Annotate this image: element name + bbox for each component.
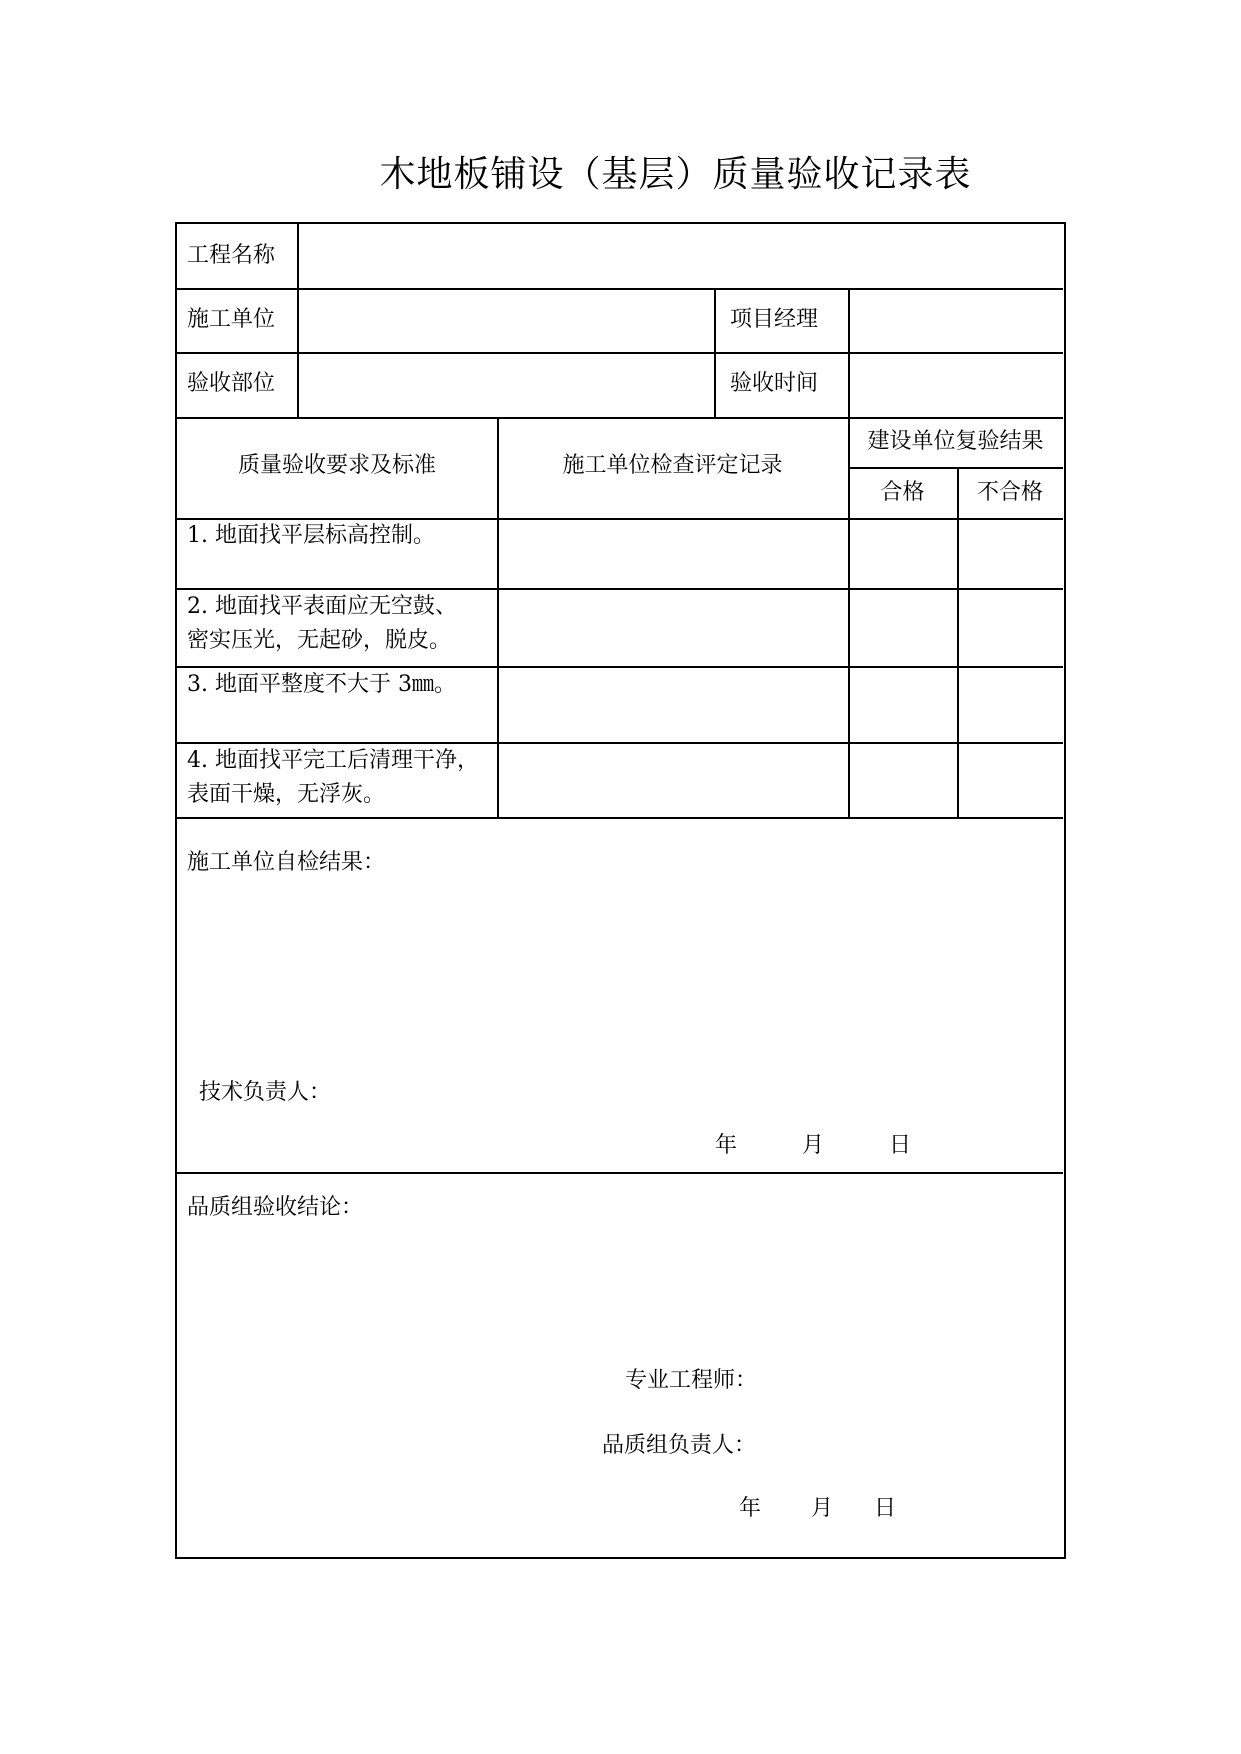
- row-divider: [848, 467, 1063, 469]
- row-divider: [177, 817, 1063, 819]
- requirements-header: 质量验收要求及标准: [237, 453, 436, 478]
- row-divider: [177, 1172, 1063, 1174]
- project-manager-label: 项目经理: [730, 307, 819, 332]
- requirement-item-2-line1: 2. 地面找平表面应无空鼓、: [187, 594, 457, 619]
- col-divider: [848, 288, 850, 817]
- col-divider: [957, 467, 959, 817]
- qualified-header: 合格: [880, 480, 925, 505]
- requirement-item-3-line1: 3. 地面平整度不大于 3㎜。: [187, 672, 456, 697]
- quality-conclusion-label: 品质组验收结论：: [187, 1195, 364, 1220]
- requirement-item-4-line2: 表面干燥，无浮灰。: [187, 782, 386, 807]
- self-check-label: 施工单位自检结果：: [187, 850, 386, 875]
- owner-recheck-header: 建设单位复验结果: [867, 429, 1044, 454]
- document-title: 木地板铺设（基层）质量验收记录表: [379, 154, 972, 195]
- inspection-time-label: 验收时间: [730, 371, 819, 396]
- contractor-record-header: 施工单位检查评定记录: [562, 453, 783, 478]
- contractor-label: 施工单位: [187, 307, 276, 332]
- conclusion-year: 年: [739, 1496, 762, 1521]
- self-check-year: 年: [715, 1133, 738, 1158]
- tech-lead-label: 技术负责人：: [199, 1080, 332, 1105]
- unqualified-header: 不合格: [976, 480, 1043, 505]
- conclusion-month: 月: [811, 1496, 834, 1521]
- requirement-item-4-line1: 4. 地面找平完工后清理干净，: [187, 748, 479, 773]
- group-lead-label: 品质组负责人：: [602, 1433, 757, 1458]
- row-divider: [177, 288, 1063, 290]
- requirement-item-2-line2: 密实压光，无起砂，脱皮。: [187, 628, 452, 653]
- requirement-item-1-line1: 1. 地面找平层标高控制。: [187, 523, 435, 548]
- row-divider: [177, 417, 1063, 419]
- col-divider: [714, 288, 716, 417]
- row-divider: [177, 352, 1063, 354]
- col-divider: [297, 224, 299, 417]
- project-name-label: 工程名称: [187, 243, 276, 268]
- self-check-day: 日: [889, 1133, 912, 1158]
- inspection-form-table: [175, 222, 1066, 1559]
- inspection-part-label: 验收部位: [187, 371, 276, 396]
- self-check-month: 月: [802, 1133, 825, 1158]
- engineer-label: 专业工程师：: [625, 1368, 758, 1393]
- conclusion-day: 日: [874, 1496, 897, 1521]
